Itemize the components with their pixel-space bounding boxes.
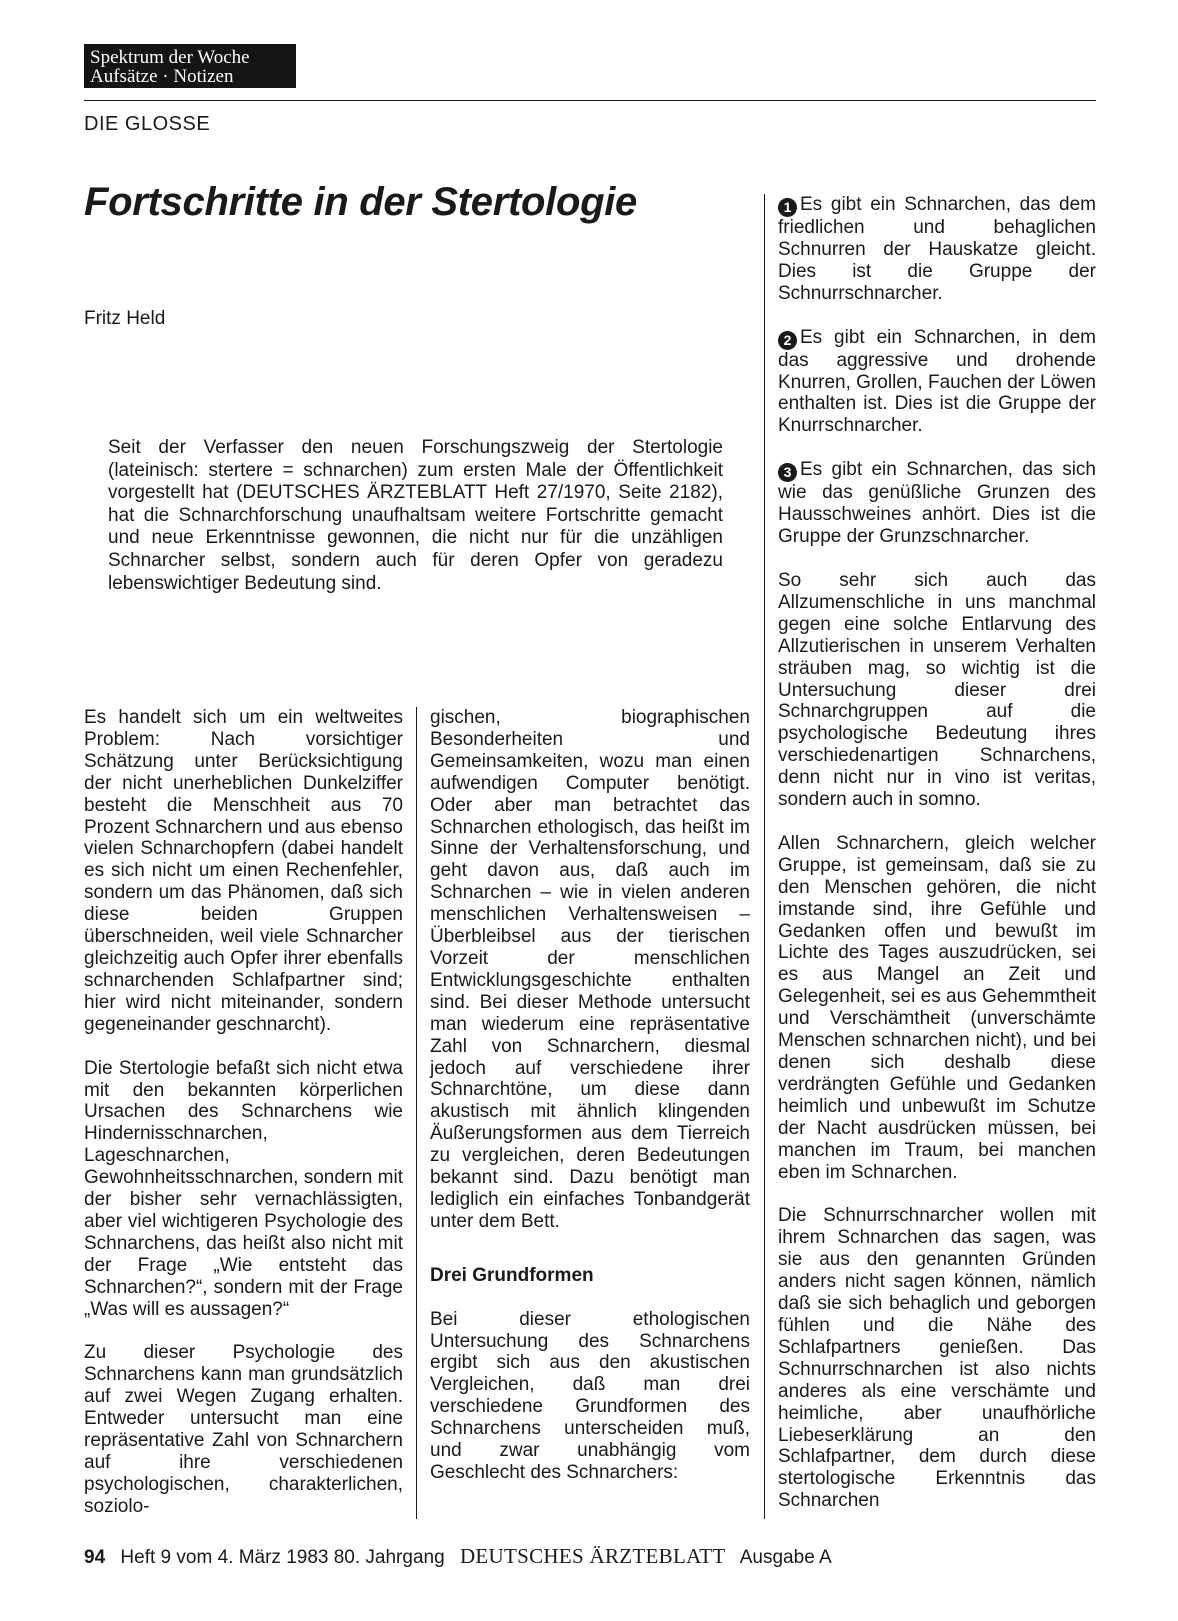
banner-line-2: Aufsätze · Notizen	[90, 66, 234, 87]
banner-line-1: Spektrum der Woche	[90, 47, 250, 68]
page-footer	[84, 1544, 832, 1569]
page-number: 94	[84, 1547, 106, 1568]
paragraph: gischen, biographischen Besonderheiten und Gemeinsamkeiten, wozu man einen aufwendigen Computer benötigt. Oder aber man betrachtet das Schnarchen ethologisch, das heißt im Sinne der Verhaltensforschung, und geht davon aus, daß auch im Schnarchen – wie in vielen anderen menschlichen Verhaltensweisen – Überbleibsel aus der tierischen Vorzeit der menschlichen Entwicklungsgeschichte enthalten sind. Bei dieser Methode untersucht man wiederum eine repräsentative Zahl von Schnarchern, diesmal jedoch auf verschiedene ihrer Schnarchtöne, um diese dann akustisch mit ähnlich klingenden Äußerungsformen aus dem Tierreich zu vergleichen, deren Bedeutungen bekannt sind. Dazu benötigt man lediglich ein einfaches Tonbandgerät unter dem Bett.	[430, 707, 750, 1232]
column-divider	[764, 194, 765, 1519]
paragraph: Die Stertologie befaßt sich nicht etwa mit den bekannten körperlichen Ursachen des Schnarchens wie Hindernisschnarchen, Lageschnarchen, Gewohnheitsschnarchen, sondern mit der bisher sehr vernachlässigten, aber viel wichtigeren Psychologie des Schnarchens, das heißt also nicht mit der Frage „Wie entsteht das Schnarchen?“, sondern mit der Frage „Was will es aussagen?“	[84, 1057, 403, 1320]
paragraph: Allen Schnarchern, gleich welcher Gruppe, ist gemeinsam, daß sie zu den Menschen gehören, die nicht imstande sind, ihre Gefühle und Gedanken offen und bewußt im Lichte des Tages auszudrücken, sei es aus Mangel an Zeit und Gelegenheit, sei es aus Gehemmtheit und Verschämtheit (unverschämte Menschen schnarchen nicht), und bei denen sich deshalb diese verdrängten Gefühle und Gedanken heimlich und unbewußt im Schutze der Nacht ausdrücken müssen, bei manchen im Traum, bei manchen eben im Schnarchen.	[778, 832, 1096, 1183]
section-label: DIE GLOSSE	[84, 113, 211, 135]
journal-name: DEUTSCHES ÄRZTEBLATT	[459, 1544, 726, 1568]
list-item	[778, 194, 1096, 305]
number-badge-icon: 1	[778, 198, 797, 217]
section-banner	[84, 44, 296, 88]
list-item	[778, 327, 1096, 438]
article-abstract: Seit der Verfasser den neuen Forschungszweig der Stertologie (lateinisch: stertere = schnarchen) zum ersten Male der Öffentlichkeit vorgestellt hat (DEUTSCHES ÄRZTEBLATT Heft 27/1970, Seite 2182), hat die Schnarchforschung unaufhaltsam weitere Fortschritte gemacht und neue Erkenntnisse gewonnen, die nicht nur für die unzähligen Schnarcher selbst, sondern auch für deren Opfer von geradezu lebenswichtiger Bedeutung sind.	[108, 437, 723, 594]
number-badge-icon: 3	[778, 463, 797, 482]
text-column-3	[778, 194, 1096, 1534]
header-divider	[84, 100, 1096, 101]
article-title: Fortschritte in der Stertologie	[84, 180, 637, 224]
paragraph: Bei dieser ethologischen Untersuchung des Schnarchens ergibt sich aus den akustischen Vergleichen, daß man drei verschiedene Grundformen des Schnarchens unterscheiden muß, und zwar unabhängig vom Geschlecht des Schnarchers:	[430, 1308, 750, 1483]
edition-label: Ausgabe A	[739, 1547, 832, 1568]
paragraph: Es handelt sich um ein weltweites Problem: Nach vorsichtiger Schätzung unter Berücksichtigung der nicht unerheblichen Dunkelziffer besteht die Menschheit aus 70 Prozent Schnarchern und aus ebenso vielen Schnarchopfern (dabei handelt es sich nicht um einen Rechenfehler, sondern um das Phänomen, daß sich diese beiden Gruppen überschneiden, weil viele Schnarcher gleichzeitig auch Opfer ihrer ebenfalls schnarchenden Schlafpartner sind; hier wird nicht miteinander, sondern gegeneinander geschnarcht).	[84, 707, 403, 1035]
list-item-text: Es gibt ein Schnarchen, das sich wie das genüßliche Grunzen des Hausschweines anhört. Dies ist die Gruppe der Grunzschnarcher.	[778, 459, 1096, 548]
number-badge-icon: 2	[778, 331, 797, 350]
paragraph: Die Schnurrschnarcher wollen mit ihrem Schnarchen das sagen, was sie aus den genannten Gründen anders nicht sagen können, nämlich daß sie sich behaglich und geborgen fühlen und die Nähe des Schlafpartners genießen. Das Schnurrschnarchen ist also nichts anderes als eine verschämte und heimliche, aber unaufhörliche Liebeserklärung an den Schlafpartner, dem durch diese stertologische Erkenntnis das Schnarchen	[778, 1205, 1096, 1512]
paragraph: Zu dieser Psychologie des Schnarchens kann man grundsätzlich auf zwei Wegen Zugang erhalten. Entweder untersucht man eine repräsentative Zahl von Schnarchern auf ihre verschiedenen psychologischen, charakterlichen, soziolo-	[84, 1342, 403, 1517]
list-item	[778, 459, 1096, 548]
issue-info: Heft 9 vom 4. März 1983 80. Jahrgang	[120, 1547, 445, 1568]
article-author: Fritz Held	[84, 308, 166, 329]
text-column-2	[430, 707, 750, 1506]
list-item-text: Es gibt ein Schnarchen, das dem friedlichen und behaglichen Schnurren der Hauskatze gleicht. Dies ist die Gruppe der Schnurrschnarcher.	[778, 194, 1096, 304]
subheading: Drei Grundformen	[430, 1264, 594, 1286]
column-divider	[416, 707, 417, 1519]
text-column-1	[84, 707, 403, 1540]
list-item-text: Es gibt ein Schnarchen, in dem das aggressive und drohende Knurren, Grollen, Fauchen der Löwen enthalten ist. Dies ist die Gruppe der Knurrschnarcher.	[778, 326, 1096, 437]
paragraph: So sehr sich auch das Allzumenschliche in uns manchmal gegen eine solche Entlarvung des Allzutierischen in unserem Verhalten sträuben mag, so wichtig ist die Untersuchung dieser drei Schnarchgruppen auf die psychologische Bedeutung ihres verschiedenartigen Schnarchens, denn nicht nur in vino ist veritas, sondern auch in somno.	[778, 569, 1096, 811]
